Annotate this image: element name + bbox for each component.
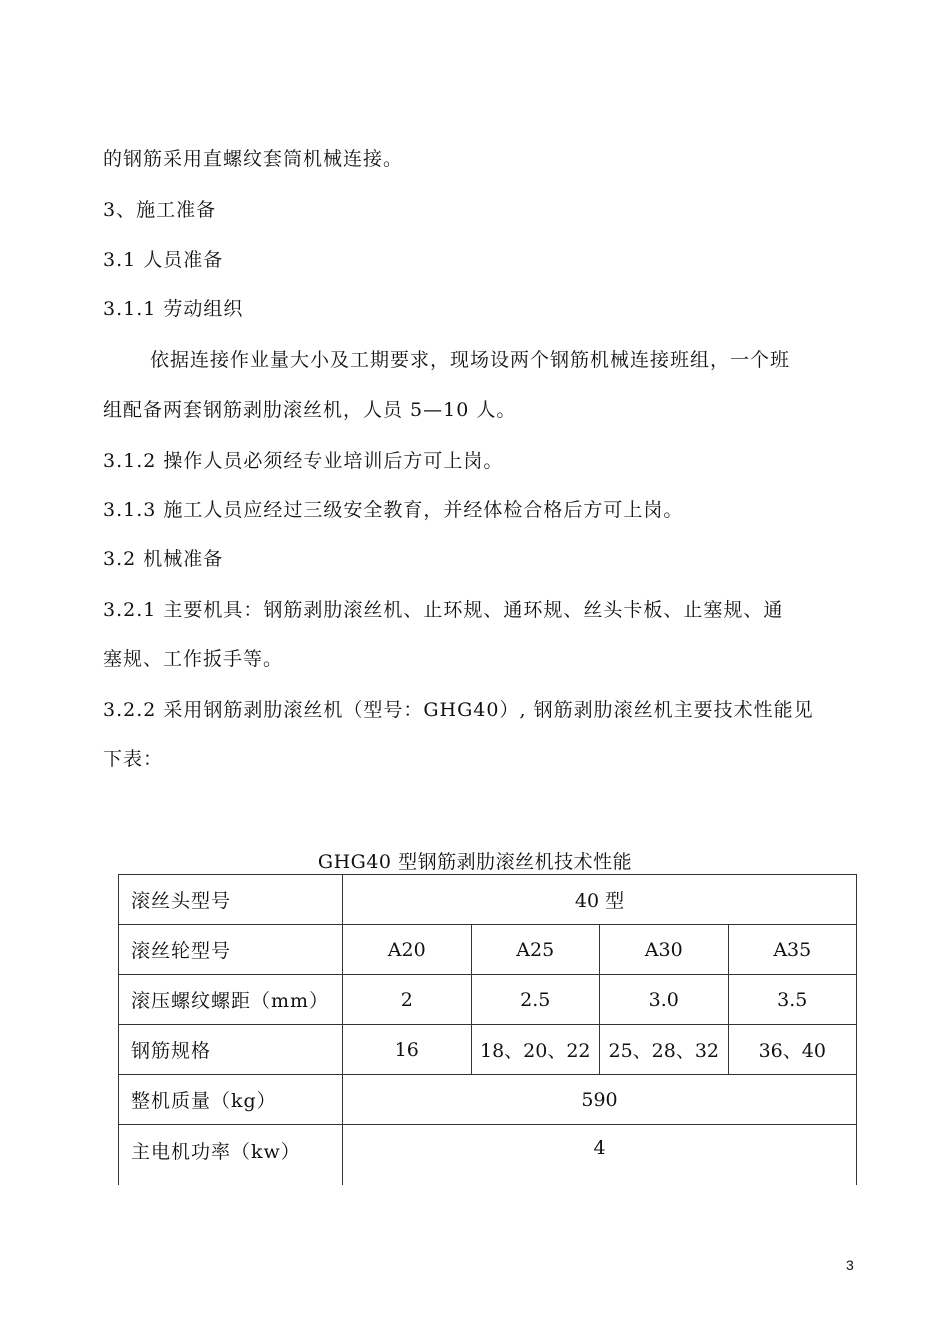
table-cell: 2 <box>343 975 472 1025</box>
row-label: 滚丝头型号 <box>119 875 343 925</box>
table-row <box>119 925 857 975</box>
paragraph-labor-line-2: 组配备两套钢筋剥肋滚丝机，人员 5—10 人。 <box>103 399 517 421</box>
item-3-2-1-line-1: 3.2.1 主要机具：钢筋剥肋滚丝机、止环规、通环规、丝头卡板、止塞规、通 <box>103 599 784 621</box>
table-cell: 16 <box>343 1025 472 1075</box>
table-cell: 36、40 <box>728 1025 857 1075</box>
table-cell: 4 <box>343 1125 857 1186</box>
table-cell: A25 <box>471 925 600 975</box>
table-cell: 3.5 <box>728 975 857 1025</box>
heading-labor-organization: 3.1.1 劳动组织 <box>103 298 244 320</box>
heading-machinery-preparation: 3.2 机械准备 <box>103 548 224 570</box>
heading-personnel-preparation: 3.1 人员准备 <box>103 249 224 271</box>
heading-construction-preparation: 3、施工准备 <box>103 199 217 221</box>
item-3-1-3: 3.1.3 施工人员应经过三级安全教育，并经体检合格后方可上岗。 <box>103 499 684 521</box>
table-row <box>119 1125 857 1186</box>
table-cell: A20 <box>343 925 472 975</box>
table-cell: 2.5 <box>471 975 600 1025</box>
table-row <box>119 1025 857 1075</box>
paragraph-continuation: 的钢筋采用直螺纹套筒机械连接。 <box>103 148 404 170</box>
row-label: 钢筋规格 <box>119 1025 343 1075</box>
row-label: 滚压螺纹螺距（mm） <box>119 975 343 1025</box>
spec-table <box>118 874 857 1185</box>
table-row <box>119 1075 857 1125</box>
table-cell: A30 <box>600 925 729 975</box>
table-row <box>119 875 857 925</box>
table-cell: 25、28、32 <box>600 1025 729 1075</box>
table-cell: 18、20、22 <box>471 1025 600 1075</box>
item-3-2-2-line-2: 下表： <box>103 748 164 770</box>
table-cell: A35 <box>728 925 857 975</box>
row-label: 滚丝轮型号 <box>119 925 343 975</box>
table-cell: 40 型 <box>343 875 857 925</box>
table-caption: GHG40 型钢筋剥肋滚丝机技术性能 <box>317 851 633 873</box>
item-3-1-2: 3.1.2 操作人员必须经专业培训后方可上岗。 <box>103 450 504 472</box>
row-label: 整机质量（kg） <box>119 1075 343 1125</box>
table-row <box>119 975 857 1025</box>
paragraph-labor-line-1: 依据连接作业量大小及工期要求，现场设两个钢筋机械连接班组，一个班 <box>150 349 791 371</box>
table-cell: 590 <box>343 1075 857 1125</box>
item-3-2-1-line-2: 塞规、工作扳手等。 <box>103 648 284 670</box>
row-label: 主电机功率（kw） <box>119 1125 343 1186</box>
item-3-2-2-line-1: 3.2.2 采用钢筋剥肋滚丝机（型号：GHG40）, 钢筋剥肋滚丝机主要技术性能见 <box>103 699 814 721</box>
page-number: 3 <box>846 1257 854 1273</box>
table-cell: 3.0 <box>600 975 729 1025</box>
